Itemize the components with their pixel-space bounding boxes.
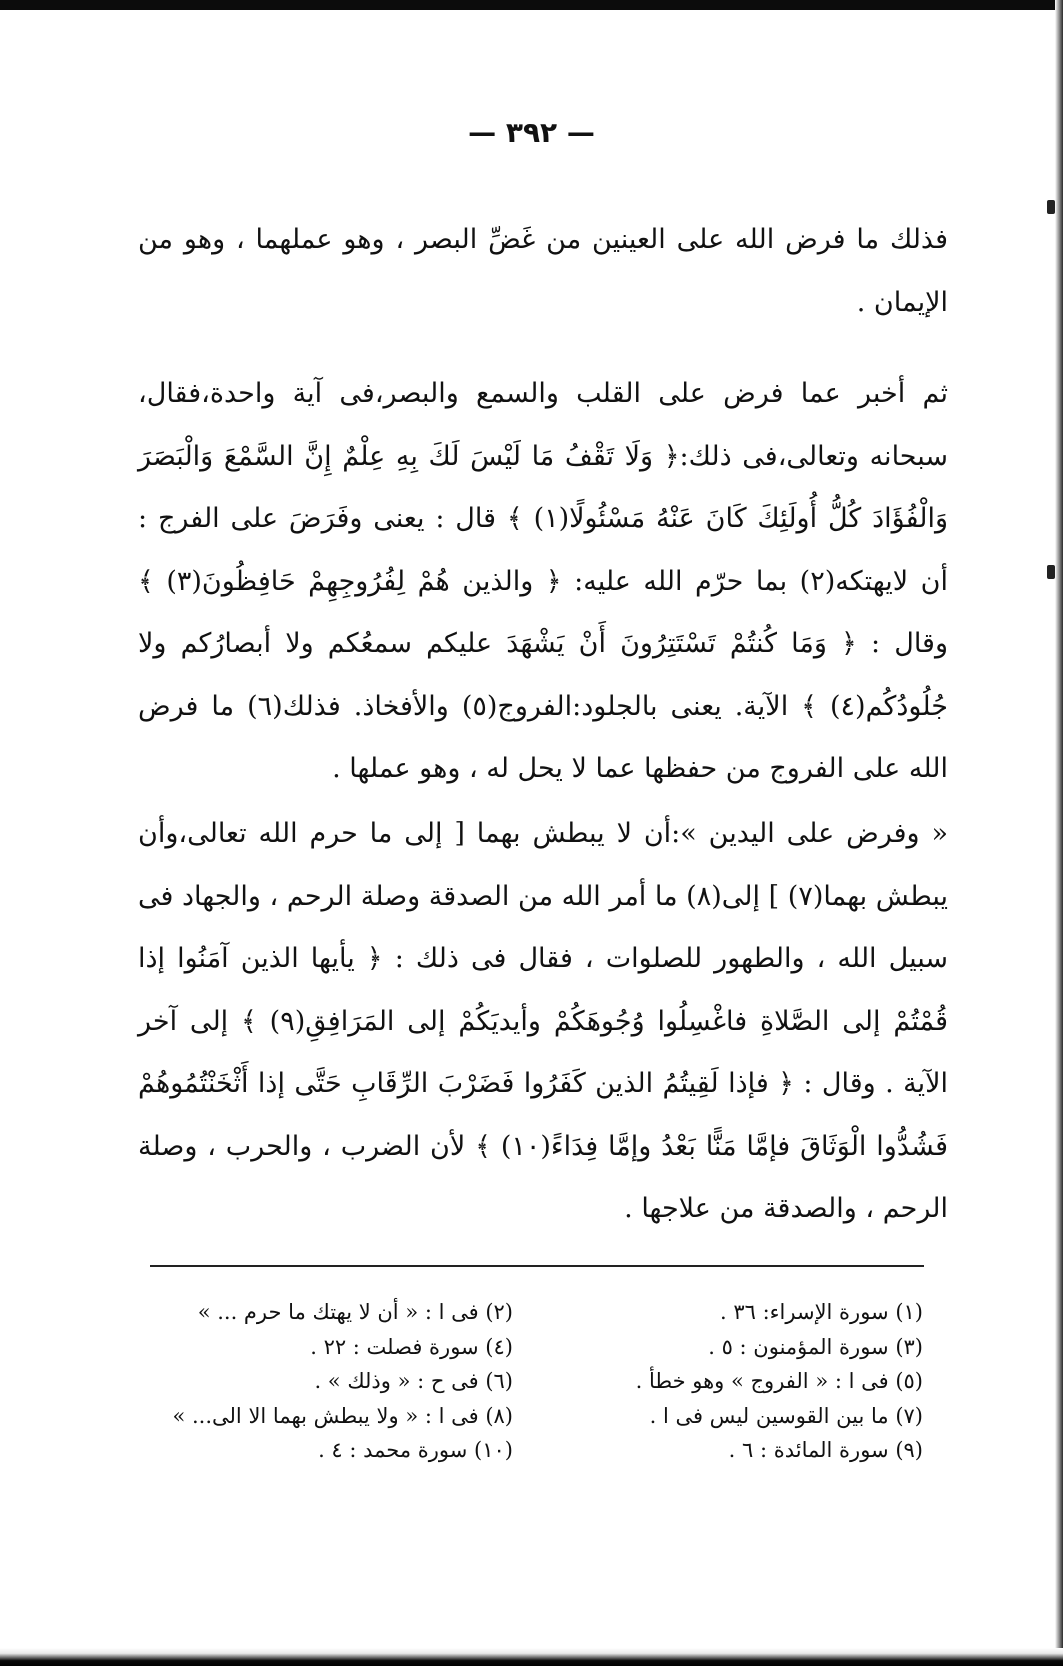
paragraph-heart-hearing-sight: ثم أخبر عما فرض على القلب والسمع والبصر،فى آية واحدة،فقال، سبحانه وتعالى،فى ذلك:﴿ وَلَا تَقْفُ مَا لَيْسَ لَكَ بِهِ عِلْمٌ إِنَّ السَّمْعَ وَالْبَصَرَ وَالْفُؤَادَ كُلُّ أُولَئِكَ كَانَ عَنْهُ مَسْئُولًا(١) ﴾ قال : يعنى وفَرَضَ على الفرج : أن لايهتكه(٢) بما حرّم الله عليه: ﴿ والذين هُمْ لِفُرُوجِهِمْ حَافِظُونَ(٣) ﴾ وقال : ﴿ وَمَا كُنتُمْ تَسْتَتِرُونَ أَنْ يَشْهَدَ عليكم سمعُكم ولا أبصارُكم ولا جُلُودُكُم(٤) ﴾ الآية. يعنى بالجلود:الفروج(٥) والأفخاذ. فذلك(٦) ما فرض الله على الفروج من حفظها عما لا يحل له ، وهو عملها .: [138, 378, 949, 784]
paragraph-eyes: فذلك ما فرض الله على العينين من غَضِّ البصر ، وهو عملهما ، وهو من الإيمان .: [138, 224, 948, 318]
scan-bottom-border: [0, 1648, 1063, 1666]
page-number: — ٣٩٢ —: [468, 116, 595, 149]
footnote-1: (١) سورة الإسراء: ٣٦ .: [720, 1300, 923, 1324]
footnote-6: (٦) فى ح : « وذلك » .: [314, 1369, 513, 1393]
footnote-10: (١٠) سورة محمد : ٤ .: [318, 1438, 513, 1462]
footnote-separator: [150, 1265, 924, 1267]
footnotes: [143, 1295, 923, 1468]
footnote-2: (٢) فى ا : « أن لا يهتك ما حرم ... »: [197, 1300, 513, 1324]
footnote-3: (٣) سورة المؤمنون : ٥ .: [708, 1334, 923, 1359]
footnote-5: (٥) فى ا : « الفروج » وهو خطأ .: [635, 1369, 923, 1393]
scan-edge-mark: [1047, 565, 1055, 579]
scan-top-border: [0, 0, 1063, 10]
scan-right-border: [1055, 0, 1063, 1666]
scan-edge-mark: [1047, 200, 1055, 214]
footnote-9: (٩) سورة المائدة : ٦ .: [728, 1438, 923, 1462]
footnote-8: (٨) فى ا : « ولا يبطش بهما الا الى... »: [172, 1403, 513, 1428]
paragraph-hands: « وفرض على اليدين »:أن لا يبطش بهما [ إلى ما حرم الله تعالى،وأن يبطش بهما(٧) ] إلى(٨) ما أمر الله من الصدقة وصلة الرحم ، والجهاد فى سبيل الله ، والطهور للصلوات ، فقال فى ذلك : ﴿ يأيها الذين آمَنُوا إذا قُمْتُمْ إلى الصَّلاةِ فاغْسِلُوا وُجُوهَكُمْ وأيديَكُمْ إلى المَرَافِقِ(٩) ﴾ إلى آخر الآية . وقال : ﴿ فإذا لَقِيتُمُ الذين كَفَرُوا فَضَرْبَ الرِّقَابِ حَتَّى إذا أَثْخَنْتُمُوهُمْ فَشُدُّوا الْوَثَاقَ فإمَّا مَنًّا بَعْدُ وإمَّا فِدَاءً(١٠) ﴾ لأن الضرب ، والحرب ، وصلة الرحم ، والصدقة من علاجها .: [138, 818, 949, 1224]
footnote-4: (٤) سورة فصلت : ٢٢ .: [310, 1334, 513, 1359]
footnote-7: (٧) ما بين القوسين ليس فى ا .: [649, 1403, 923, 1428]
